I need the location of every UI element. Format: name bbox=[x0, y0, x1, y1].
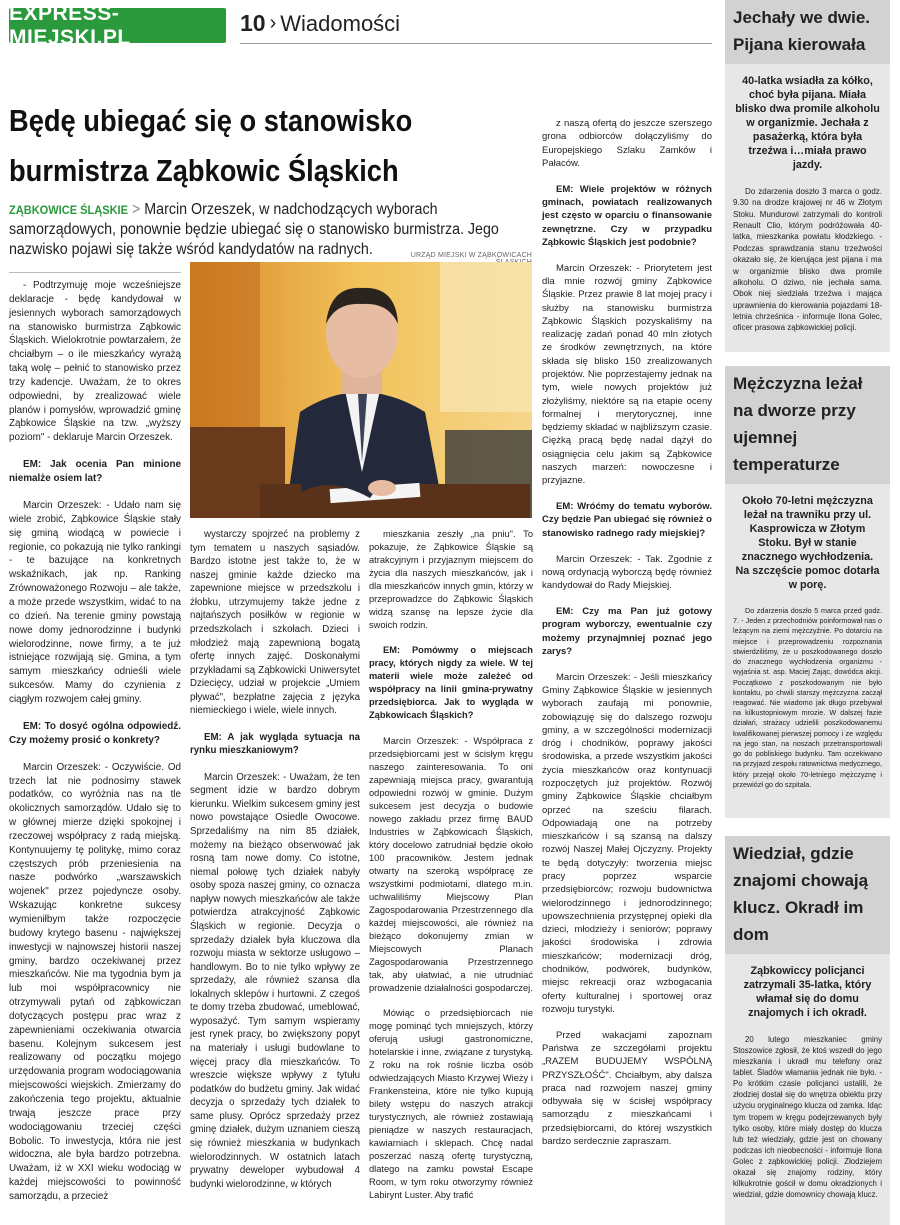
article-column-3 bbox=[369, 528, 533, 1214]
sidebar-body: 20 lutego mieszkaniec gminy Stoszowice zgłosił, że ktoś wszedł do jego mieszkania i ukradł mu telefony oraz tablet. Śladów włamania jednak nie było. - Po krótkim czasie policjanci ustalili, że złodziej dostał się do wnętrza obiektu przy użyciu oryginalnego klucza od zamka. Idąc tym tropem w kręgu podejrzewanych były tylko osoby, które miały dostęp do klucza lub też wiedziały, gdzie jest on chowany podczas ich nieobecności - informuje Ilona Golec z ząbkowickiej policji. Złodziejem okazał się znajomy rodziny, który kilkukrotnie gościł w domu okradzionych i wiedział, gdzie domownicy chowają klucz. bbox=[733, 1035, 882, 1200]
mayor-photo-illustration bbox=[190, 262, 532, 518]
sidebar-lead: Około 70-letni mężczyzna leżał na trawniku przy ul. Kasprowicza w Złotym Stoku. Był w stanie znacznego wychłodzenia. Na szczęście pomoc dotarła w porę. bbox=[735, 495, 880, 591]
sidebar-news-1[interactable] bbox=[725, 0, 890, 352]
article-paragraph: - Podtrzymuję moje wcześniejsze deklaracje - będę kandydował w jesiennych wyborach samorządowych na stanowisko burmistrza Ząbkowic Śląskich. Wielokrotnie powtarzałem, że chciałbym – o ile mieszkańcy wyrażą taką wolę – pełnić to stanowisko przez trzy kadencje. Uważam, że to okres odpowiedni, by zrealizować wiele planów i pomysłów, wprowadzić gminę Ząbkowice Śląskie na tzw. „wyższy poziom" - deklaruje Marcin Orzeszek. bbox=[9, 280, 181, 444]
header-separator: › bbox=[269, 12, 277, 34]
interview-question: EM: Wiele projektów w różnych gminach, powiatach realizowanych jest często w oparciu o finansowanie zewnętrzne. Czy w przypadku Ząbkowic Śląskich jest podobnie? bbox=[542, 183, 712, 248]
article-column-1 bbox=[9, 272, 181, 1217]
article-paragraph: Mówiąc o przedsiębiorcach nie mogę pominąć tych mniejszych, którzy oferują usługi gastronomiczne, hotelarskie i inne, związane z turystyką. Z roku na rok rośnie liczba osób odwiedzających Miasto Krzywej Wieży i Frankensteina, które nie tylko kupują bilety wstępu do naszych atrakcji turystycznych, ale również zostawiają pieniądze w naszych restauracjach, kawiarniach i sklepach. Chcę nadal poszerzać naszą ofertę turystyczną, dlatego na zamku powstał Escape Room, w tym roku otworzymy również Labirynt Luster. Aby trafić bbox=[369, 1008, 533, 1201]
sidebar-lead: 40-latka wsiadła za kółko, choć była pijana. Miała blisko dwa promile alkoholu w organizmie. Jechała z pasażerką, która była trzeźwa i…miała prawo jazdy. bbox=[735, 75, 880, 171]
interview-question: EM: To dosyć ogólna odpowiedź. Czy możemy prosić o konkrety? bbox=[9, 720, 181, 746]
section-name[interactable]: Wiadomości bbox=[280, 10, 401, 36]
article-title: Będę ubiegać się o stanowisko burmistrza Ząbkowic Śląskich bbox=[9, 103, 413, 188]
lead-arrow: > bbox=[131, 201, 141, 218]
article-column-4 bbox=[542, 117, 712, 1161]
lead-text: Marcin Orzeszek, w nadchodzących wyborach samorządowych, ponownie będzie ubiegać się o stanowisko burmistrza. Jego nazwisko pojawi się także wśród kandydatów na radnych. bbox=[9, 201, 499, 258]
sidebar-body: Do zdarzenia doszło 3 marca o godz. 9.30 na drodze krajowej nr 46 w Złotym Stoku. Mundurowi zatrzymali do kontroli Renault Clio, którym podróżowała 40-latka, mieszkanka powiatu kłodzkiego. - Podczas sprawdzania stanu trzeźwości okazało się, że kierująca jest pijana i ma w organizmie blisko dwa promile alkoholu. O dziwo, nie jechała sama. Obok niej siedziała trzeźwa i mająca uprawnienia do kierowania pojazdami 18-letnia chrześnica - informuje Ilona Golec, oficer prasowa ząbkowickiej policji. bbox=[733, 187, 882, 333]
article-paragraph: Marcin Orzeszek: - Współpraca z przedsiębiorcami jest w ścisłym kręgu naszego zainteresowania. To oni zapewniają miejsca pracy, gwarantują odpowiedni rozwój w gminie. Dużym sukcesem jest decyzja o budowie nowego zakładu przez firmę BAUD Industries w Ząbkowicach Śląskich, który docelowo zatrudniał będzie około 100 pracowników. Jestem jednak otwarty na szeroką współpracę ze wszystkimi podmiotami, dlatego m.in. uchwaliliśmy Miejscowy Plan Zagospodarowania Przestrzennego dla każdej miejscowości, ale również na bieżąco dokonujemy zmian w Miejscowych Planach Zagospodarowania Przestrzennego tak, aby ułatwiać, a nie utrudniać prowadzenie działalności gospodarczej. bbox=[369, 735, 533, 993]
photo-credit: URZĄD MIEJSKI W ZĄBKOWICACH bbox=[410, 252, 532, 259]
sidebar-news-3[interactable] bbox=[725, 836, 890, 1225]
column-separator bbox=[9, 272, 181, 273]
sidebar-news-2[interactable] bbox=[725, 366, 890, 818]
lead-location: ZĄBKOWICE ŚLĄSKIE bbox=[9, 203, 128, 217]
article-paragraph: Marcin Orzeszek: - Priorytetem jest dla mnie rozwój gminy Ząbkowice Śląskie. Przez prawie 8 lat mojej pracy i służby na stanowisku burmistrza Ząbkowic Śląskich pozyskaliśmy na realizację zadań ponad 40 mln złotych ze środków zewnętrznych, na które składa się blisko 150 zrealizowanych projektów. Nie poprzestajemy jednak na tym, wiele nowych projektów już złożyliśmy, niektóre są na etapie oceny formalnej i merytorycznej, inne będziemy składać w najbliższym czasie. Ciężką pracą będę nadal dążył do osiągnięcia celu jakim są Ząbkowice naszych marzeń: nowoczesne i przyjazne. bbox=[542, 262, 712, 487]
sidebar-body: Do zdarzenia doszło 5 marca przed godz. 7. - Jeden z przechodniów poinformował nas o leżącym na ziemi mężczyźnie. Po dotarciu na miejsce i przeprowadzeniu rozpoznania stwierdziliśmy, że u poszkodowanego doszło do znacznego wychłodzenia organizmu - wyjaśnia st. asp. Maciej Zając, dowódca akcji. Początkowo z poszkodowanym nie było kontaktu, po chwili starszy mężczyzna zaczął reagować. Nie wiadomo jak długo przebywał na kilkustopniowym mrozie. W dalszej fazie działań, strażacy udzielili poszkodowanemu kwalifikowanej pierwszej pomocy i ze względu na jego stan, na noszach przetransportowali go do pobliskiego budynku. Tam oczekiwano na przyjazd zespołu ratownictwa medycznego, który przejął około 70-letniego mężczyznę i przewiózł go do szpitala. bbox=[733, 606, 882, 789]
mayor-photo bbox=[190, 262, 532, 518]
article-paragraph: mieszkania zeszły „na pniu". To pokazuje, że Ząbkowice Śląskie są atrakcyjnym i przyjaznym miejscem do życia dla naszych mieszkańców, jak i dla mieszkańców innych gmin, którzy w przeprowadzce do Ząbkowic Śląskich widzą szansę na lepsze życie dla swoich rodzin. bbox=[369, 529, 533, 630]
sidebar-headline[interactable]: Mężczyzna leżał na dworze przy ujemnej temperaturze bbox=[725, 366, 890, 484]
article-paragraph: Przed wakacjami zapoznam Państwa ze szczegółami projektu „RAZEM BUDUJEMY WSPÓLNĄ PRZYSZŁOŚĆ". Chciałbym, aby dalsza praca nad rozwojem naszej gminy odbywała się w ścisłej współpracy samorządu z mieszkańcami i przedsiębiorcami, do której wszystkich bardzo serdecznie zapraszam. bbox=[542, 1029, 712, 1147]
article-column-2 bbox=[190, 528, 360, 1204]
article-lead bbox=[9, 200, 521, 260]
header-rule bbox=[240, 43, 712, 44]
page-number: 10 bbox=[240, 10, 266, 36]
article-paragraph: Marcin Orzeszek: - Oczywiście. Od trzech lat nie podnosimy stawek podatków, co wyróżnia nas na tle okolicznych samorządów. Udało się to w głównej mierze dzięki spokojnej i rzeczowej współpracy z radą miejską. Kontynuujemy tę politykę, mimo coraz częstszych prób przeniesienia na nasze podwórko „warszawskich wojenek" przez pojedyncze osoby. Wskazując konkretne sukcesy wymieniłbym także rozpoczęcie budowy krytego basenu - największej inwestycji w najnowszej historii naszej gminy, bardzo oczekiwanej przez mieszkańców. Nie ma tygodnia bym ja lub moi współpracownicy nie otrzymywali pytań od ząbkowiczan dotyczących postępu prac wraz z zapewnieniami oczekiwania otwarcia basenu. Kolejnym sukcesem jest realizowany od początku mojego urzędowania program wodociągowania miejscowości wiejskich. Zmierzamy do zakończenia tego projektu, aktualnie trwają jeszcze prace przy wodociągowaniu trzeciej części Bobolic. To inwestycja, która nie jest widoczna, ale była bardzo potrzebna. Uważam, iż w XXI wieku wodociąg w każdej miejscowości to powinność samorządu, a przecież bbox=[9, 761, 181, 1202]
page-header bbox=[240, 10, 400, 37]
interview-question: EM: A jak wygląda sytuacja na rynku mieszkaniowym? bbox=[190, 731, 360, 757]
article-paragraph: wystarczy spojrzeć na problemy z tym tematem u naszych sąsiadów. Bardzo istotne jest także to, że w naszej gminie każde dziecko ma zapewnione miejsce w przedszkolu i żłobku, utrzymujemy także jedne z najtańszych posiłków w regionie w przedszkolach i szkołach. Dzieci i młodzież mają zapewnioną bogatą ofertę innych zajęć. Doskonałymi przykładami są Ząbkowicki Uniwersytet Dziecięcy, udział w projekcie „Umiem pływać", bezpłatne zajęcia z języka niemieckiego i wiele, wiele innych. bbox=[190, 529, 360, 717]
article-paragraph: z naszą ofertą do jeszcze szerszego grona odbiorców dołączyliśmy do Europejskiego Szlaku Zamków i Pałaców. bbox=[542, 118, 712, 169]
brand-logo[interactable]: EXPRESS-MIEJSKI.PL bbox=[9, 8, 226, 43]
sidebar-lead: Ząbkowiccy policjanci zatrzymali 35-latka, który włamał się do domu znajomych i ich okradł. bbox=[743, 965, 872, 1019]
article-paragraph: Marcin Orzeszek: - Uważam, że ten segment idzie w bardzo dobrym kierunku. Wielkim sukcesem gminy jest nowo powstające Osiedle Owocowe. Sprzedaliśmy na nim 85 działek, możemy na bieżąco obserwować jak rosną tam nowe domy. Co istotne, niemal połowę tych działek nabyły osoby spoza naszej gminy, co oznacza napływ nowych mieszkańców ale także potwierdza atrakcyjność Ząbkowic Śląskich w regionie. Decyzja o sprzedaży działek była kluczowa dla rozwoju miasta w sektorze usługowo – handlowym. Bo to nie tylko wpływy ze sprzedaży, ale również szansa dla lokalnych sklepów i hurtowni. Z czegoś te domy trzeba zbudować, umeblować, wyposażyć. Tym samym wspieramy jest rynek pracy, bo zwiększony popyt na materiały i usługi budowlane to więcej pracy dla mieszkańców. To wreszcie większe wpływy z tytułu podatków do budżetu gminy. Jak widać decyzja o sprzedaży tych działek to same plusy. Oprócz sprzedaży przez gminę działek, dużym uznaniem cieszą się również mieszkania w budynkach wielorodzinnych. W ostatnich latach prywatny deweloper wybudował 4 budynki wielorodzinne, w których bbox=[190, 771, 360, 1190]
article-paragraph: Marcin Orzeszek: - Udało nam się wiele zrobić, Ząbkowice Śląskie stały się gminą wiodącą w powiecie i regionie, co pokazują nie tylko rankingi - te bazujące na konkretnych wskaźnikach, jak np. Ranking Zrównoważonego Rozwoju – ale także, a może przede wszystkim, widać to na co dzień. Na terenie gminy powstają nowe domy jednorodzinne i budynki wielorodzinne, nowe firmy, a te już istniejące rozwijają się. Gmina, a tym samym mieszkańcy odnieśli wiele sukcesów. Mamy do czynienia z ciągłym rozwojem całej gminy. bbox=[9, 500, 181, 705]
sidebar-headline[interactable]: Jechały we dwie. Pijana kierowała bbox=[725, 0, 890, 64]
interview-question: EM: Jak ocenia Pan minione niemalże osiem lat? bbox=[9, 459, 181, 485]
article-paragraph: Marcin Orzeszek: - Tak. Zgodnie z nową ordynacją wyborczą będę również kandydował do Rady Miejskiej. bbox=[542, 553, 712, 592]
sidebar-headline[interactable]: Wiedział, gdzie znajomi chowają klucz. Okradł im dom bbox=[725, 836, 890, 954]
interview-question: EM: Wróćmy do tematu wyborów. Czy będzie Pan ubiegać się również o stanowisko radnego rady miejskiej? bbox=[542, 501, 712, 539]
article-paragraph: Marcin Orzeszek: - Jeśli mieszkańcy Gminy Ząbkowice Śląskie w jesiennych wyborach zaufają mi ponownie, zobowiązuję się do dalszego rozwoju gminy, a w szczególności modernizacji dróg i chodników, poprawy jakości środowiska, a przede wszystkim jakości życia mieszkańców oraz kontynuacji rozpoczętych już projektów. Rozwój gminy Ząbkowice Śląskie chciałbym oprzeć na sześciu filarach. Odpowiadają one na potrzeby mieszkańców i są szansą na dalszy rozwój Naszej Małej Ojczyzny. Projekty te będą dotyczyły: tworzenia miejsc pracy poprzez wsparcie przedsiębiorców; rozwoju budownictwa wielorodzinnego i jednorodzinnego; upowszechnienia przystępnej opieki dla dzieci, młodzieży i seniorów; poprawy jakości środowiska i zdrowia mieszkańców; modernizacji dróg, chodników, podwórek, budynków, miejsc rekreacji oraz wzbogacania oferty kulturalnej i sportowej oraz rozwoju turystyki. bbox=[542, 671, 712, 1015]
interview-question: EM: Pomówmy o miejscach pracy, których nigdy za wiele. W tej materii wiele może zależeć od współpracy na linii gmina-prywatny przedsiębiorca. Jak to wygląda w Ząbkowicach Śląskich? bbox=[369, 645, 533, 721]
interview-question: EM: Czy ma Pan już gotowy program wyborczy, ewentualnie czy możemy przynajmniej poznać jego zarys? bbox=[542, 606, 712, 657]
